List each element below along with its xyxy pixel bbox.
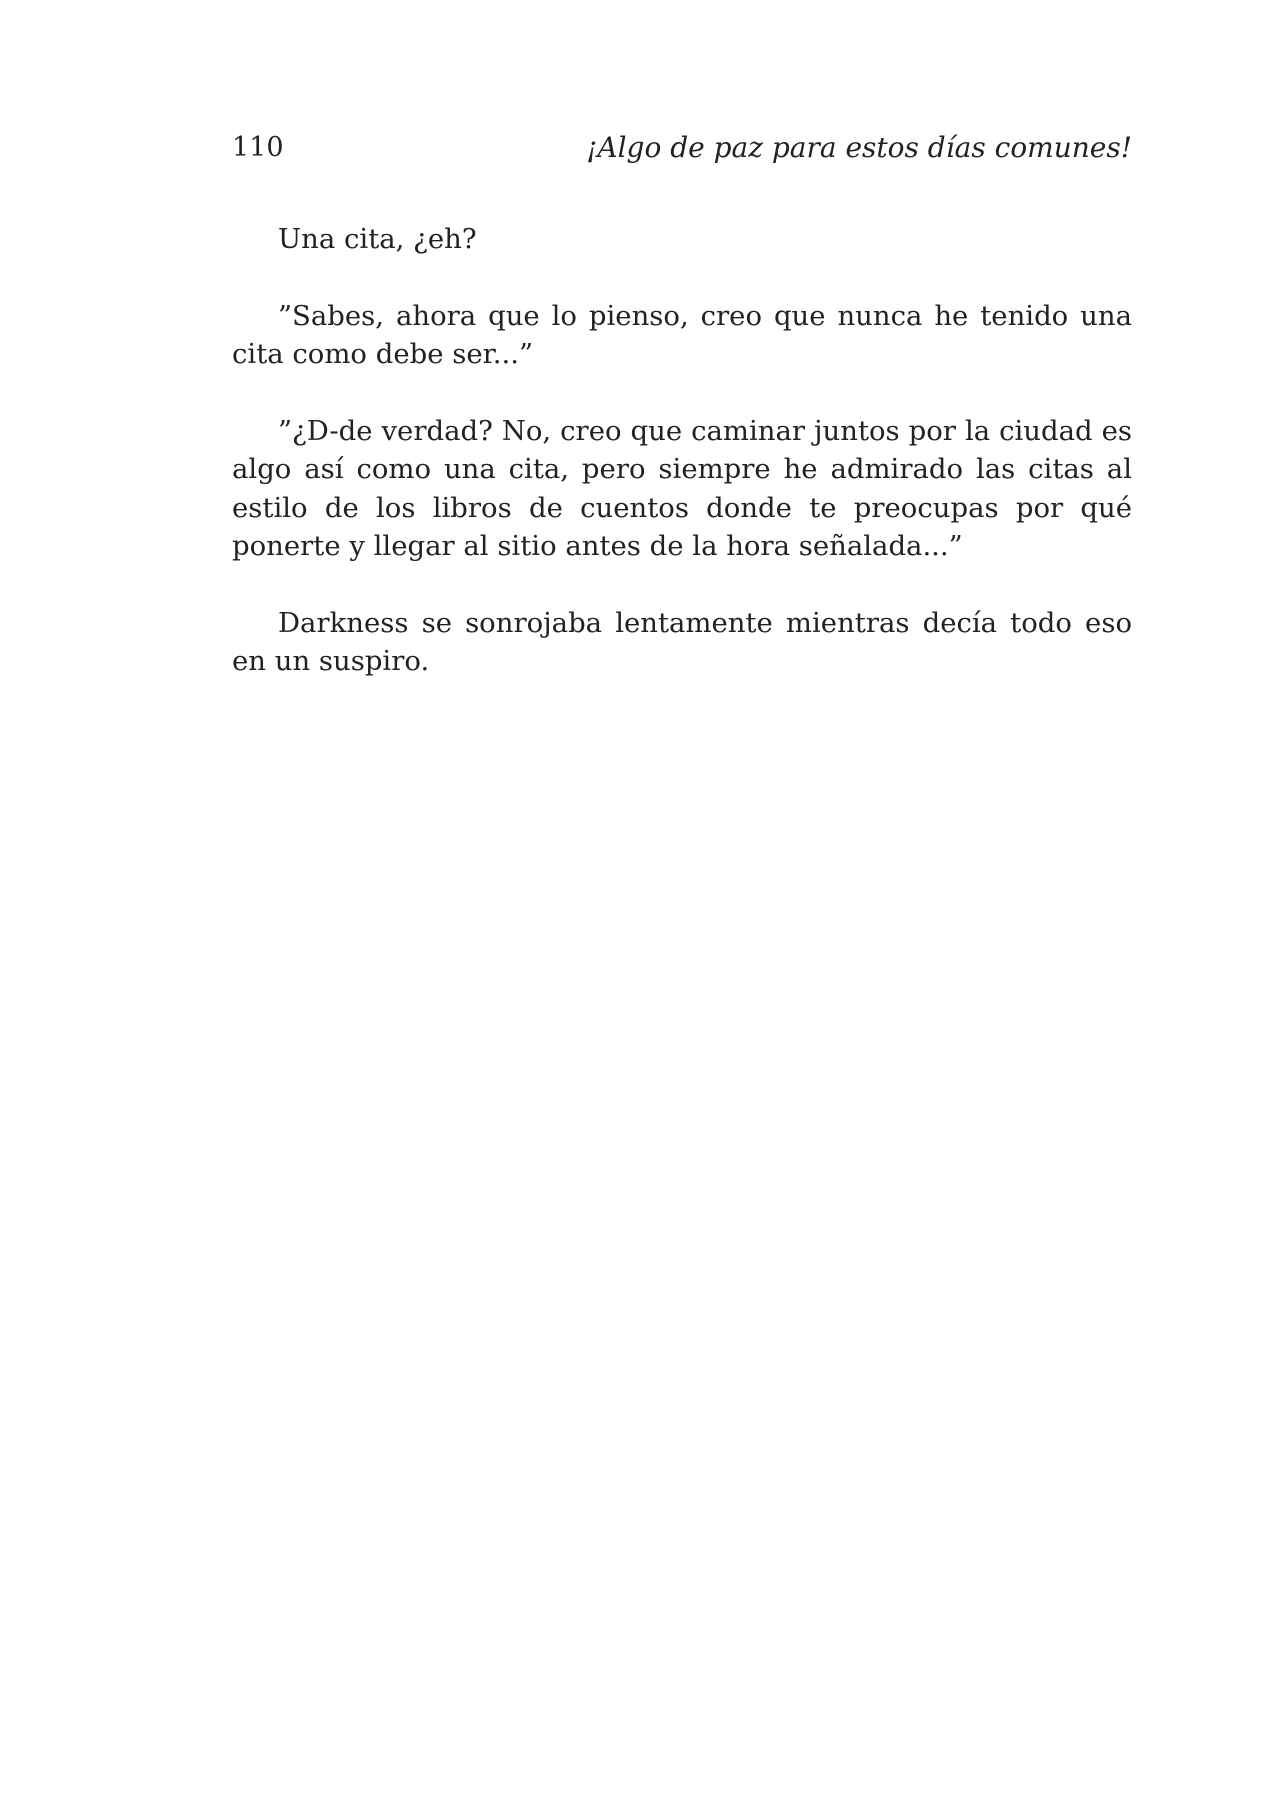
page-number: 110 bbox=[232, 132, 284, 163]
paragraph: ”Sabes, ahora que lo pienso, creo que nunca he tenido una cita como debe ser...” bbox=[232, 299, 1132, 370]
body-text bbox=[232, 220, 1132, 719]
running-header bbox=[232, 130, 1132, 170]
paragraph: ”¿D-de verdad? No, creo que caminar juntos por la ciudad es algo así como una cita, pero siempre he admirado las citas al estilo de los libros de cuentos donde te preocupas por qué ponerte y llegar al sitio antes de la hora señalada...” bbox=[232, 414, 1132, 562]
chapter-title: ¡Algo de paz para estos días comunes! bbox=[586, 131, 1132, 164]
paragraph: Una cita, ¿eh? bbox=[278, 223, 477, 255]
paragraph: Darkness se sonrojaba lentamente mientras decía todo eso en un suspiro. bbox=[232, 606, 1132, 677]
